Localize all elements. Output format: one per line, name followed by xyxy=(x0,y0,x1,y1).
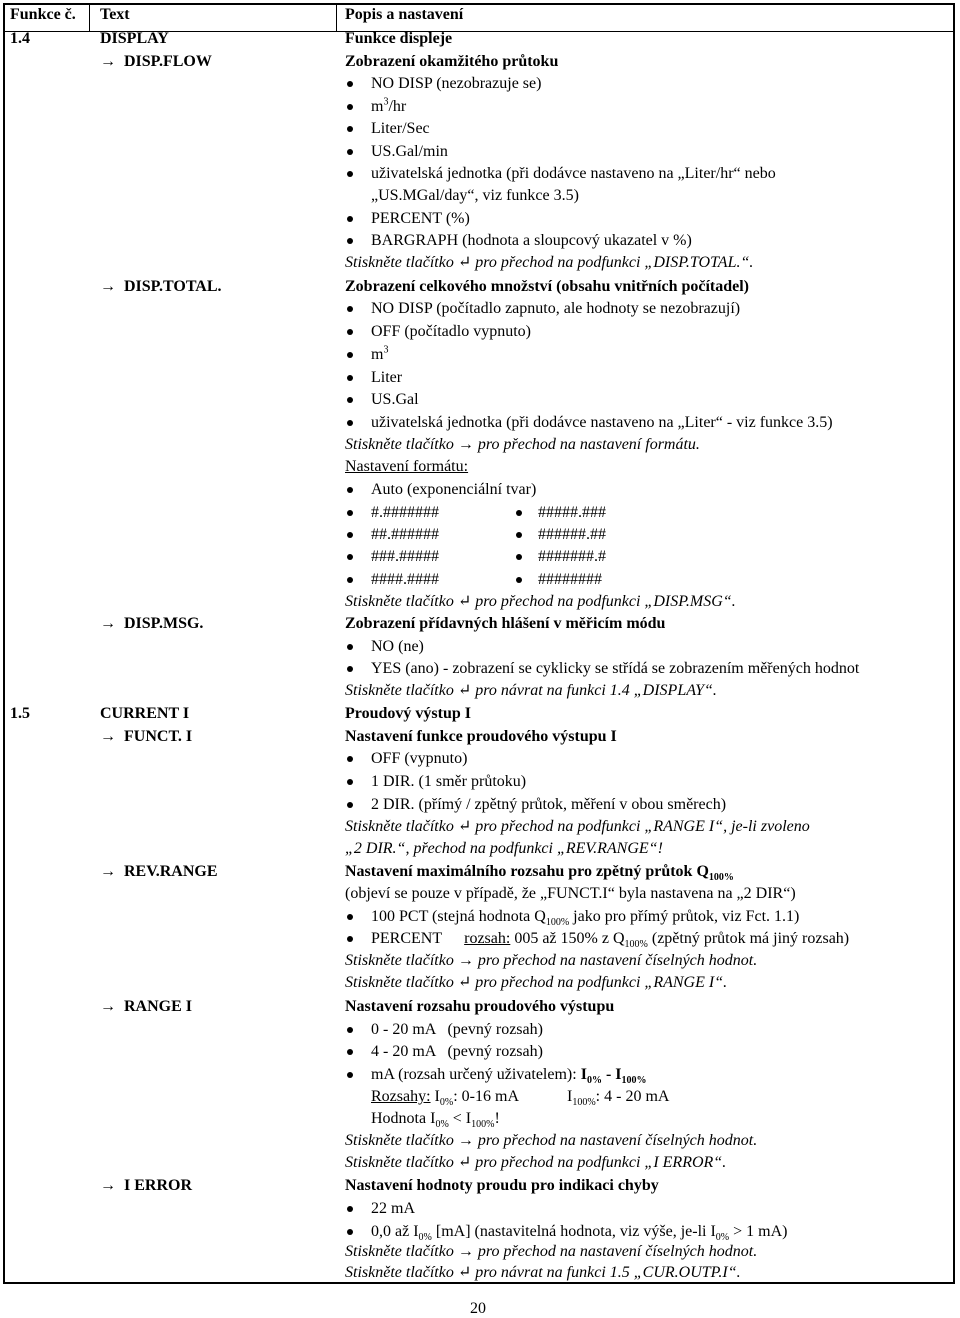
bullet-icon xyxy=(347,81,353,87)
format-option: #.####### xyxy=(371,504,439,521)
bullet-icon xyxy=(347,1049,353,1055)
bullet-icon xyxy=(347,420,353,426)
section-1-4-number: 1.4 xyxy=(10,30,30,47)
option-text: US.Gal/min xyxy=(371,143,448,160)
bullet-icon xyxy=(347,666,353,672)
option-text: PERCENT rozsah: 005 až 150% z $Q_{100\%}$ (zpětný průtok má jiný rozsah) xyxy=(371,930,850,951)
hint-text: Stiskněte tlačítko ↵ pro přechod na podfunkci „I ERROR“. xyxy=(345,1154,727,1171)
arrow-right-icon: → xyxy=(457,1243,474,1260)
format-option: ####.#### xyxy=(371,571,439,588)
bullet-icon xyxy=(347,149,353,155)
bullet-icon xyxy=(347,644,353,650)
bullet-icon xyxy=(347,914,353,920)
disp-flow-title: Zobrazení okamžitého průtoku xyxy=(345,53,559,70)
section-1-5-title: Proudový výstup I xyxy=(345,705,471,722)
bullet-icon xyxy=(347,936,353,942)
option-text: uživatelská jednotka (při dodávce nastaveno na „Liter“ - viz funkce 3.5) xyxy=(371,414,833,431)
disp-total-title: Zobrazení celkového množství (obsahu vnitřních počítadel) xyxy=(345,278,750,295)
enter-key-icon: ↵ xyxy=(457,818,472,835)
option-text: 22 mA xyxy=(371,1200,415,1217)
option-text: Liter xyxy=(371,369,403,386)
format-option: ##.###### xyxy=(371,526,439,543)
bullet-icon xyxy=(516,554,522,560)
option-text: 0,0 až $I_{0\%}$ [mA] (nastavitelná hodnota, viz výše, je-li $I_{0\%} > 1$ mA) xyxy=(371,1223,788,1244)
bullet-icon xyxy=(347,532,353,538)
enter-key-icon: ↵ xyxy=(457,1264,472,1281)
bullet-icon xyxy=(347,779,353,785)
hint-text-continued: „2 DIR.“, přechod na podfunkci „REV.RANGE“! xyxy=(345,840,663,857)
arrow-right-icon: → xyxy=(457,1132,474,1149)
format-settings-heading: Nastavení formátu: xyxy=(345,458,469,475)
bullet-icon xyxy=(347,238,353,244)
option-text-continued: „US.MGal/day“, viz funkce 3.5) xyxy=(371,187,579,204)
hint-text: Stiskněte tlačítko → pro přechod na nastavení formátu. xyxy=(345,436,700,453)
arrow-right-icon: → xyxy=(100,1177,116,1194)
bullet-icon xyxy=(347,802,353,808)
bullet-icon xyxy=(347,171,353,177)
option-text: PERCENT (%) xyxy=(371,210,470,227)
rev-range-note: (objeví se pouze v případě, že „FUNCT.I“ byla nastavena na „2 DIR“) xyxy=(345,885,796,902)
arrow-right-icon: → xyxy=(100,728,116,745)
option-text: uživatelská jednotka (při dodávce nastaveno na „Liter/hr“ nebo xyxy=(371,165,776,182)
bullet-icon xyxy=(347,352,353,358)
enter-key-icon: ↵ xyxy=(457,1154,472,1171)
hint-text: Stiskněte tlačítko ↵ pro návrat na funkci 1.5 „CUR.OUTP.I“. xyxy=(345,1264,741,1281)
header-col-text: Text xyxy=(100,6,130,23)
hint-text: Stiskněte tlačítko → pro přechod na nastavení číselných hodnot. xyxy=(345,1132,758,1149)
format-option: #####.### xyxy=(538,504,606,521)
bullet-icon xyxy=(347,216,353,222)
enter-key-icon: ↵ xyxy=(457,682,472,699)
bullet-icon xyxy=(347,329,353,335)
section-1-5-name: CURRENT I xyxy=(100,705,190,722)
option-text: Liter/Sec xyxy=(371,120,430,137)
bullet-icon xyxy=(347,1072,353,1078)
section-1-4-title: Funkce displeje xyxy=(345,30,453,47)
option-text: 1 DIR. (1 směr průtoku) xyxy=(371,773,527,790)
enter-key-icon: ↵ xyxy=(457,593,472,610)
subfunction-range-i: → RANGE I xyxy=(100,996,192,1018)
column-divider-1 xyxy=(89,5,90,32)
option-text: 2 DIR. (přímý / zpětný průtok, měření v obou směrech) xyxy=(371,796,727,813)
arrow-right-icon: → xyxy=(100,998,116,1015)
arrow-right-icon: → xyxy=(100,278,116,295)
hint-text: Stiskněte tlačítko → pro přechod na nastavení číselných hodnot. xyxy=(345,1243,758,1260)
option-text: OFF (počítadlo vypnuto) xyxy=(371,323,531,340)
option-text: 100 PCT (stejná hodnota $Q_{100\%}$ jako pro přímý průtok, viz Fct. 1.1) xyxy=(371,908,800,929)
subfunction-funct-i: → FUNCT. I xyxy=(100,726,192,748)
rev-range-title: Nastavení maximálního rozsahu pro zpětný průtok $Q_{100\%}$ xyxy=(345,863,734,884)
hint-text: Stiskněte tlačítko → pro přechod na nastavení číselných hodnot. xyxy=(345,952,758,969)
option-text: $m^3$ xyxy=(371,344,389,363)
option-text: OFF (vypnuto) xyxy=(371,750,468,767)
option-text: NO (ne) xyxy=(371,638,424,655)
bullet-icon xyxy=(347,397,353,403)
hint-text: Stiskněte tlačítko ↵ pro přechod na podfunkci „DISP.MSG“. xyxy=(345,593,736,610)
value-constraint-line: Hodnota $I_{0\%} < I_{100\%}$! xyxy=(371,1110,500,1131)
header-col-description: Popis a nastavení xyxy=(345,6,464,23)
bullet-icon xyxy=(516,577,522,583)
bullet-icon xyxy=(347,1229,353,1235)
option-text: 4 - 20 mA (pevný rozsah) xyxy=(371,1043,543,1060)
ranges-line: Rozsahy: $I_{0\%}$: 0-16 mA $I_{100\%}$: 4 - 20 mA xyxy=(371,1088,670,1109)
hint-text: Stiskněte tlačítko ↵ pro návrat na funkci 1.4 „DISPLAY“. xyxy=(345,682,717,699)
hint-text: Stiskněte tlačítko ↵ pro přechod na podfunkci „RANGE I“, je-li zvoleno xyxy=(345,818,810,835)
option-text: US.Gal xyxy=(371,391,419,408)
header-col-function-no: Funkce č. xyxy=(10,6,76,23)
arrow-right-icon: → xyxy=(457,436,474,453)
option-text: $m^3/hr$ xyxy=(371,96,407,115)
funct-i-title: Nastavení funkce proudového výstupu I xyxy=(345,728,617,745)
option-text: YES (ano) - zobrazení se cyklicky se střídá se zobrazením měřených hodnot xyxy=(371,660,860,677)
format-option: ######.## xyxy=(538,526,606,543)
hint-text: Stiskněte tlačítko ↵ pro přechod na podfunkci „RANGE I“. xyxy=(345,974,728,991)
subfunction-disp-msg: → DISP.MSG. xyxy=(100,613,203,635)
enter-key-icon: ↵ xyxy=(457,254,472,271)
option-text: NO DISP (nezobrazuje se) xyxy=(371,75,542,92)
format-option: #######.# xyxy=(538,548,606,565)
bullet-icon xyxy=(347,126,353,132)
i-error-title: Nastavení hodnoty proudu pro indikaci chyby xyxy=(345,1177,659,1194)
option-text: Auto (exponenciální tvar) xyxy=(371,481,537,498)
subfunction-disp-flow: → DISP.FLOW xyxy=(100,51,212,73)
option-text: NO DISP (počítadlo zapnuto, ale hodnoty se nezobrazují) xyxy=(371,300,741,317)
subfunction-i-error: → I ERROR xyxy=(100,1175,192,1197)
format-option: ######## xyxy=(538,571,602,588)
section-1-4-name: DISPLAY xyxy=(100,30,169,47)
bullet-icon xyxy=(347,756,353,762)
enter-key-icon: ↵ xyxy=(457,974,472,991)
arrow-right-icon: → xyxy=(457,952,474,969)
section-1-5-number: 1.5 xyxy=(10,705,30,722)
subfunction-rev-range: → REV.RANGE xyxy=(100,861,218,883)
option-text: BARGRAPH (hodnota a sloupcový ukazatel v %) xyxy=(371,232,692,249)
column-divider-2 xyxy=(336,5,337,32)
bullet-icon xyxy=(516,532,522,538)
format-option: ###.##### xyxy=(371,548,439,565)
hint-text: Stiskněte tlačítko ↵ pro přechod na podfunkci „DISP.TOTAL.“. xyxy=(345,254,754,271)
subfunction-disp-total: → DISP.TOTAL. xyxy=(100,276,222,298)
range-i-title: Nastavení rozsahu proudového výstupu xyxy=(345,998,615,1015)
bullet-icon xyxy=(347,510,353,516)
bullet-icon xyxy=(347,375,353,381)
bullet-icon xyxy=(347,554,353,560)
bullet-icon xyxy=(347,577,353,583)
bullet-icon xyxy=(347,306,353,312)
arrow-right-icon: → xyxy=(100,615,116,632)
bullet-icon xyxy=(347,1206,353,1212)
arrow-right-icon: → xyxy=(100,53,116,70)
option-text: 0 - 20 mA (pevný rozsah) xyxy=(371,1021,543,1038)
bullet-icon xyxy=(347,487,353,493)
bullet-icon xyxy=(347,104,353,110)
bullet-icon xyxy=(516,510,522,516)
option-text: mA (rozsah určený uživatelem): $I_{0\%} - I_{100\%}$ xyxy=(371,1066,647,1087)
arrow-right-icon: → xyxy=(100,863,116,880)
page-number: 20 xyxy=(470,1300,486,1317)
disp-msg-title: Zobrazení přídavných hlášení v měřicím módu xyxy=(345,615,666,632)
bullet-icon xyxy=(347,1027,353,1033)
